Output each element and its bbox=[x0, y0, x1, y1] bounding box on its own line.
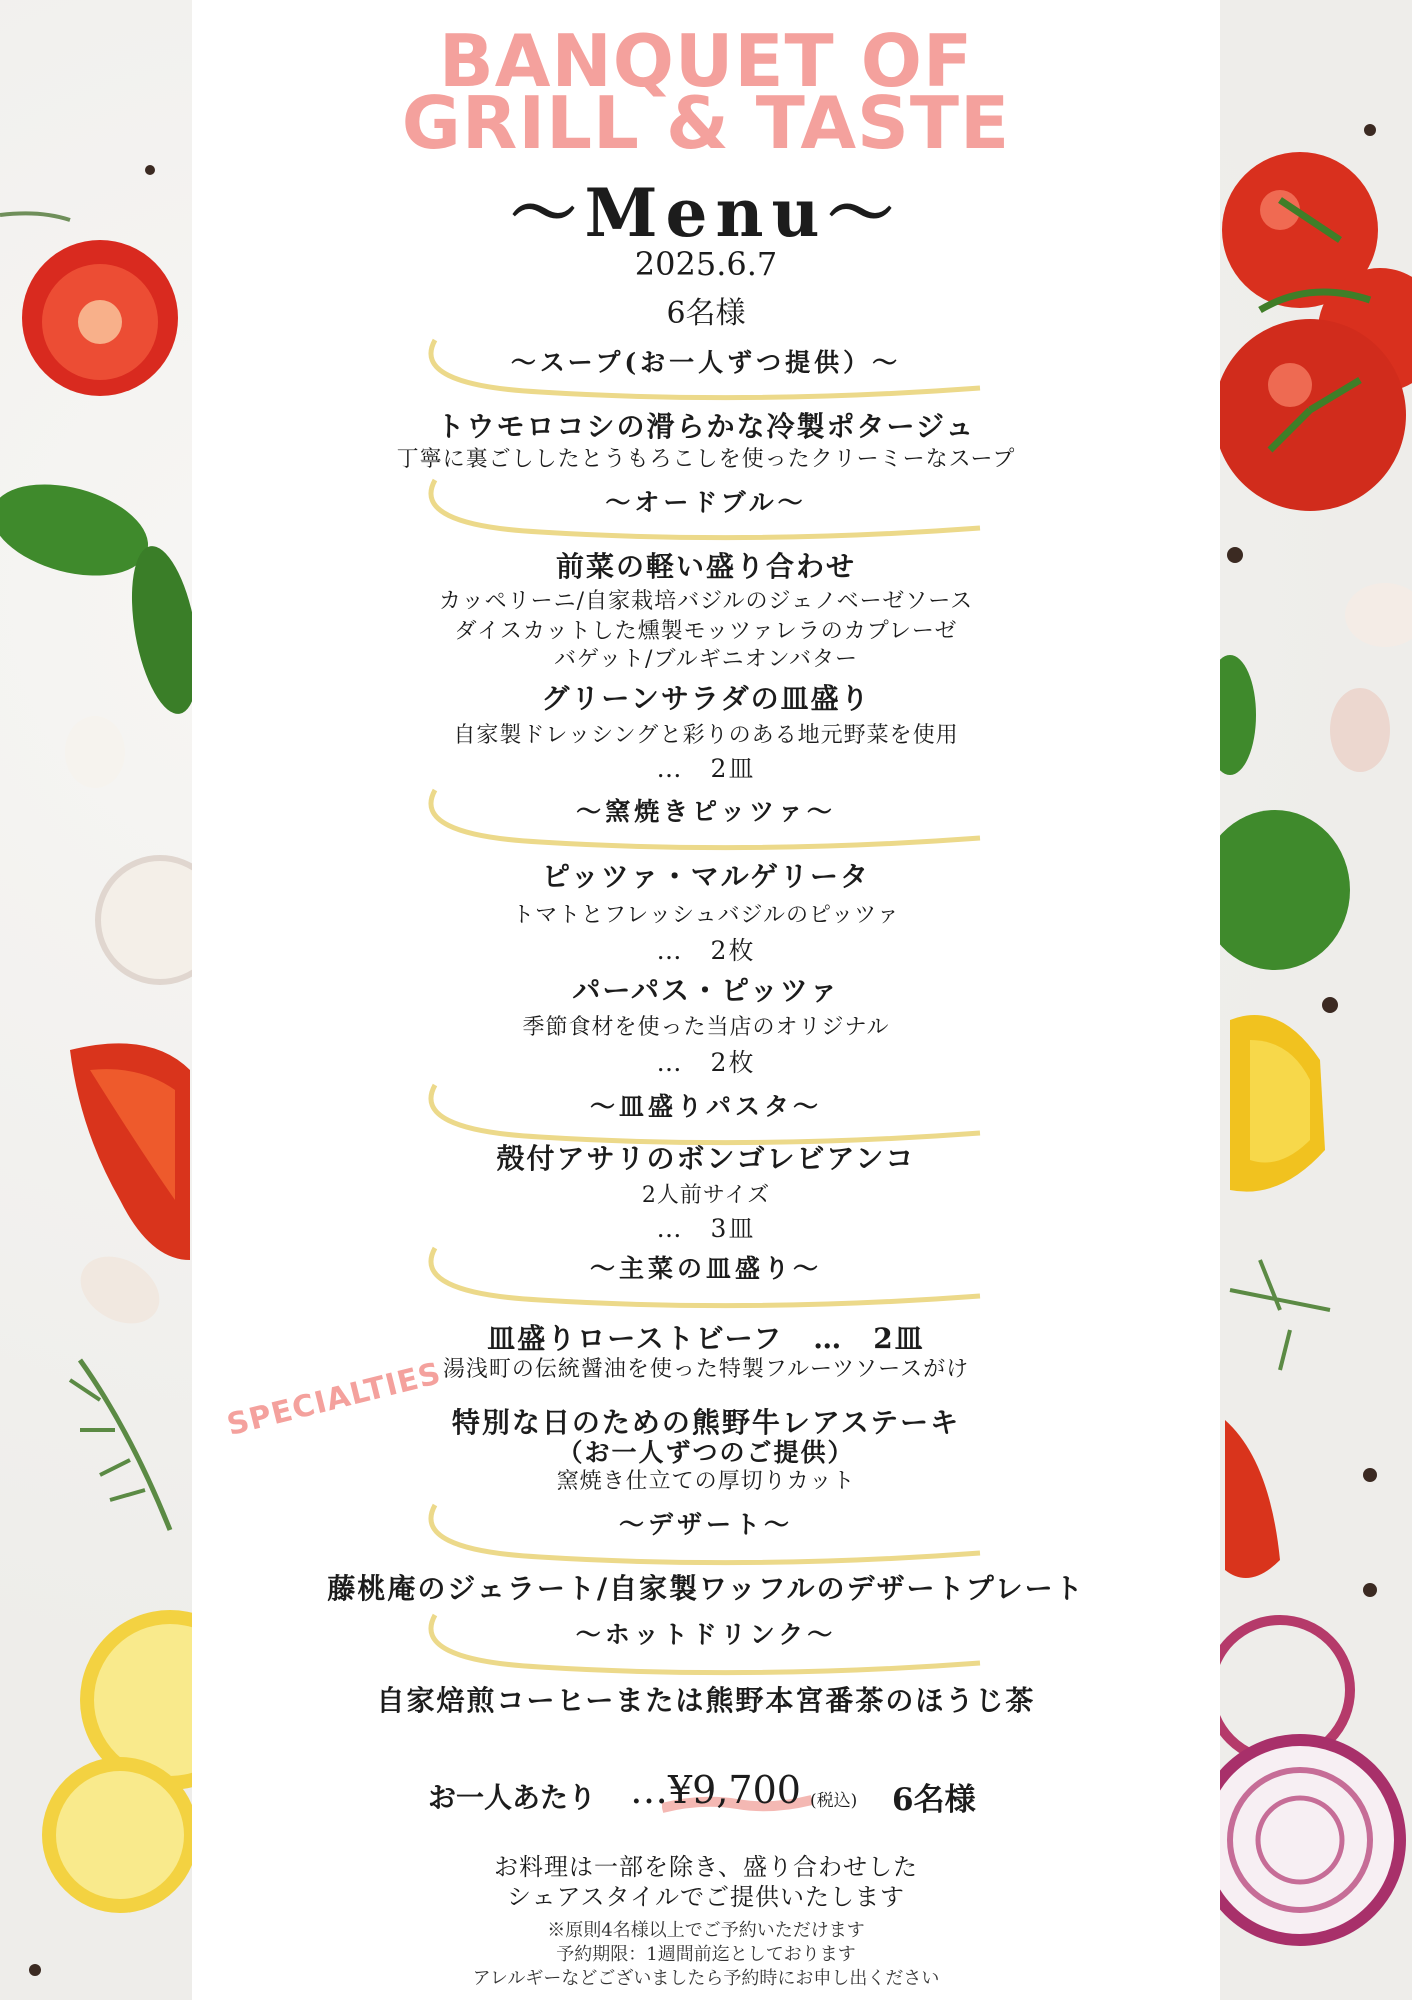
dish-quantity: … 3皿 bbox=[656, 1214, 756, 1243]
dish-description: カッペリーニ/自家栽培バジルのジェノベーゼソース bbox=[438, 589, 974, 614]
dish-quantity: … 2枚 bbox=[656, 1048, 756, 1077]
dish-description: 湯浅町の伝統醤油を使った特製フルーツソースがけ bbox=[442, 1357, 970, 1382]
section-title-pasta: 〜皿盛りパスタ〜 bbox=[589, 1092, 822, 1121]
menu-title: 〜Menu〜 bbox=[510, 174, 902, 252]
tomatoes-illustration bbox=[1220, 0, 1412, 2000]
dish-description: 窯焼き仕立ての厚切りカット bbox=[556, 1469, 856, 1494]
per-person-label: お一人あたり bbox=[428, 1781, 597, 1814]
hero-title-line2: GRILL & TASTE bbox=[401, 81, 1011, 165]
fine-print: ※原則4名様以上でご予約いただけます bbox=[547, 1920, 865, 1941]
hero-title-line1: BANQUET OF bbox=[438, 19, 974, 103]
section-title-pizza: 〜窯焼きピッツァ〜 bbox=[576, 797, 836, 826]
dish-description: ダイスカットした燻製モッツァレラのカプレーゼ bbox=[454, 619, 958, 644]
dish-description: バゲット/ブルギニオンバター bbox=[553, 647, 859, 672]
dish-description: 丁寧に裏ごししたとうもろこしを使ったクリーミーなスープ bbox=[396, 447, 1016, 472]
dish-name: ピッツァ・マルゲリータ bbox=[541, 860, 871, 893]
price-amount: …¥9,700 bbox=[630, 1768, 801, 1812]
specialties-badge: SPECIALTIES bbox=[223, 1355, 445, 1443]
dish-name-note: （お一人ずつのご提供） bbox=[557, 1438, 855, 1467]
dish-name: グリーンサラダの皿盛り bbox=[541, 682, 871, 715]
footer-note: お料理は一部を除き、盛り合わせした bbox=[493, 1853, 919, 1881]
dish-name: パーパス・ピッツァ bbox=[572, 974, 840, 1007]
dish-quantity: … 2枚 bbox=[656, 936, 756, 965]
dish-name: 皿盛りローストビーフ … 2皿 bbox=[487, 1322, 925, 1355]
price-guests: 6名様 bbox=[892, 1782, 976, 1818]
dish-description: 自家製ドレッシングと彩りのある地元野菜を使用 bbox=[453, 723, 959, 748]
dish-name: 自家焙煎コーヒーまたは熊野本宮番茶のほうじ茶 bbox=[376, 1684, 1036, 1717]
footer-note: シェアスタイルでご提供いたします bbox=[506, 1883, 906, 1911]
vegetables-illustration bbox=[0, 0, 192, 2000]
section-title-soup: 〜スープ(お一人ずつ提供）〜 bbox=[510, 348, 902, 377]
dish-description: 季節食材を使った当店のオリジナル bbox=[522, 1015, 890, 1040]
tax-note: (税込) bbox=[810, 1791, 858, 1811]
fine-print: 予約期限：1週間前迄としております bbox=[556, 1944, 856, 1965]
section-title-appetizer: 〜オードブル〜 bbox=[605, 488, 807, 517]
dish-description: トマトとフレッシュバジルのピッツァ bbox=[512, 903, 900, 928]
dish-name: 殻付アサリのボンゴレビアンコ bbox=[496, 1142, 916, 1175]
section-title-drink: 〜ホットドリンク〜 bbox=[575, 1620, 837, 1649]
dish-name: トウモロコシの滑らかな冷製ポタージュ bbox=[436, 410, 976, 443]
section-title-main: 〜主菜の皿盛り〜 bbox=[589, 1254, 822, 1283]
guest-count: 6名様 bbox=[666, 296, 746, 331]
dish-description: 2人前サイズ bbox=[641, 1183, 771, 1208]
price-row bbox=[192, 1768, 1220, 1820]
section-title-dessert: 〜デザート〜 bbox=[618, 1510, 793, 1539]
dish-name: 特別な日のための熊野牛レアステーキ bbox=[451, 1406, 961, 1439]
menu-date: 2025.6.7 bbox=[634, 245, 778, 283]
fine-print: アレルギーなどございましたら予約時にお申し出ください bbox=[472, 1968, 940, 1989]
dish-name: 藤桃庵のジェラート/自家製ワッフルのデザートプレート bbox=[327, 1572, 1085, 1605]
left-food-decoration bbox=[0, 0, 192, 2000]
right-food-decoration bbox=[1220, 0, 1412, 2000]
dish-name: 前菜の軽い盛り合わせ bbox=[555, 550, 856, 583]
dish-quantity: … 2皿 bbox=[656, 754, 756, 783]
